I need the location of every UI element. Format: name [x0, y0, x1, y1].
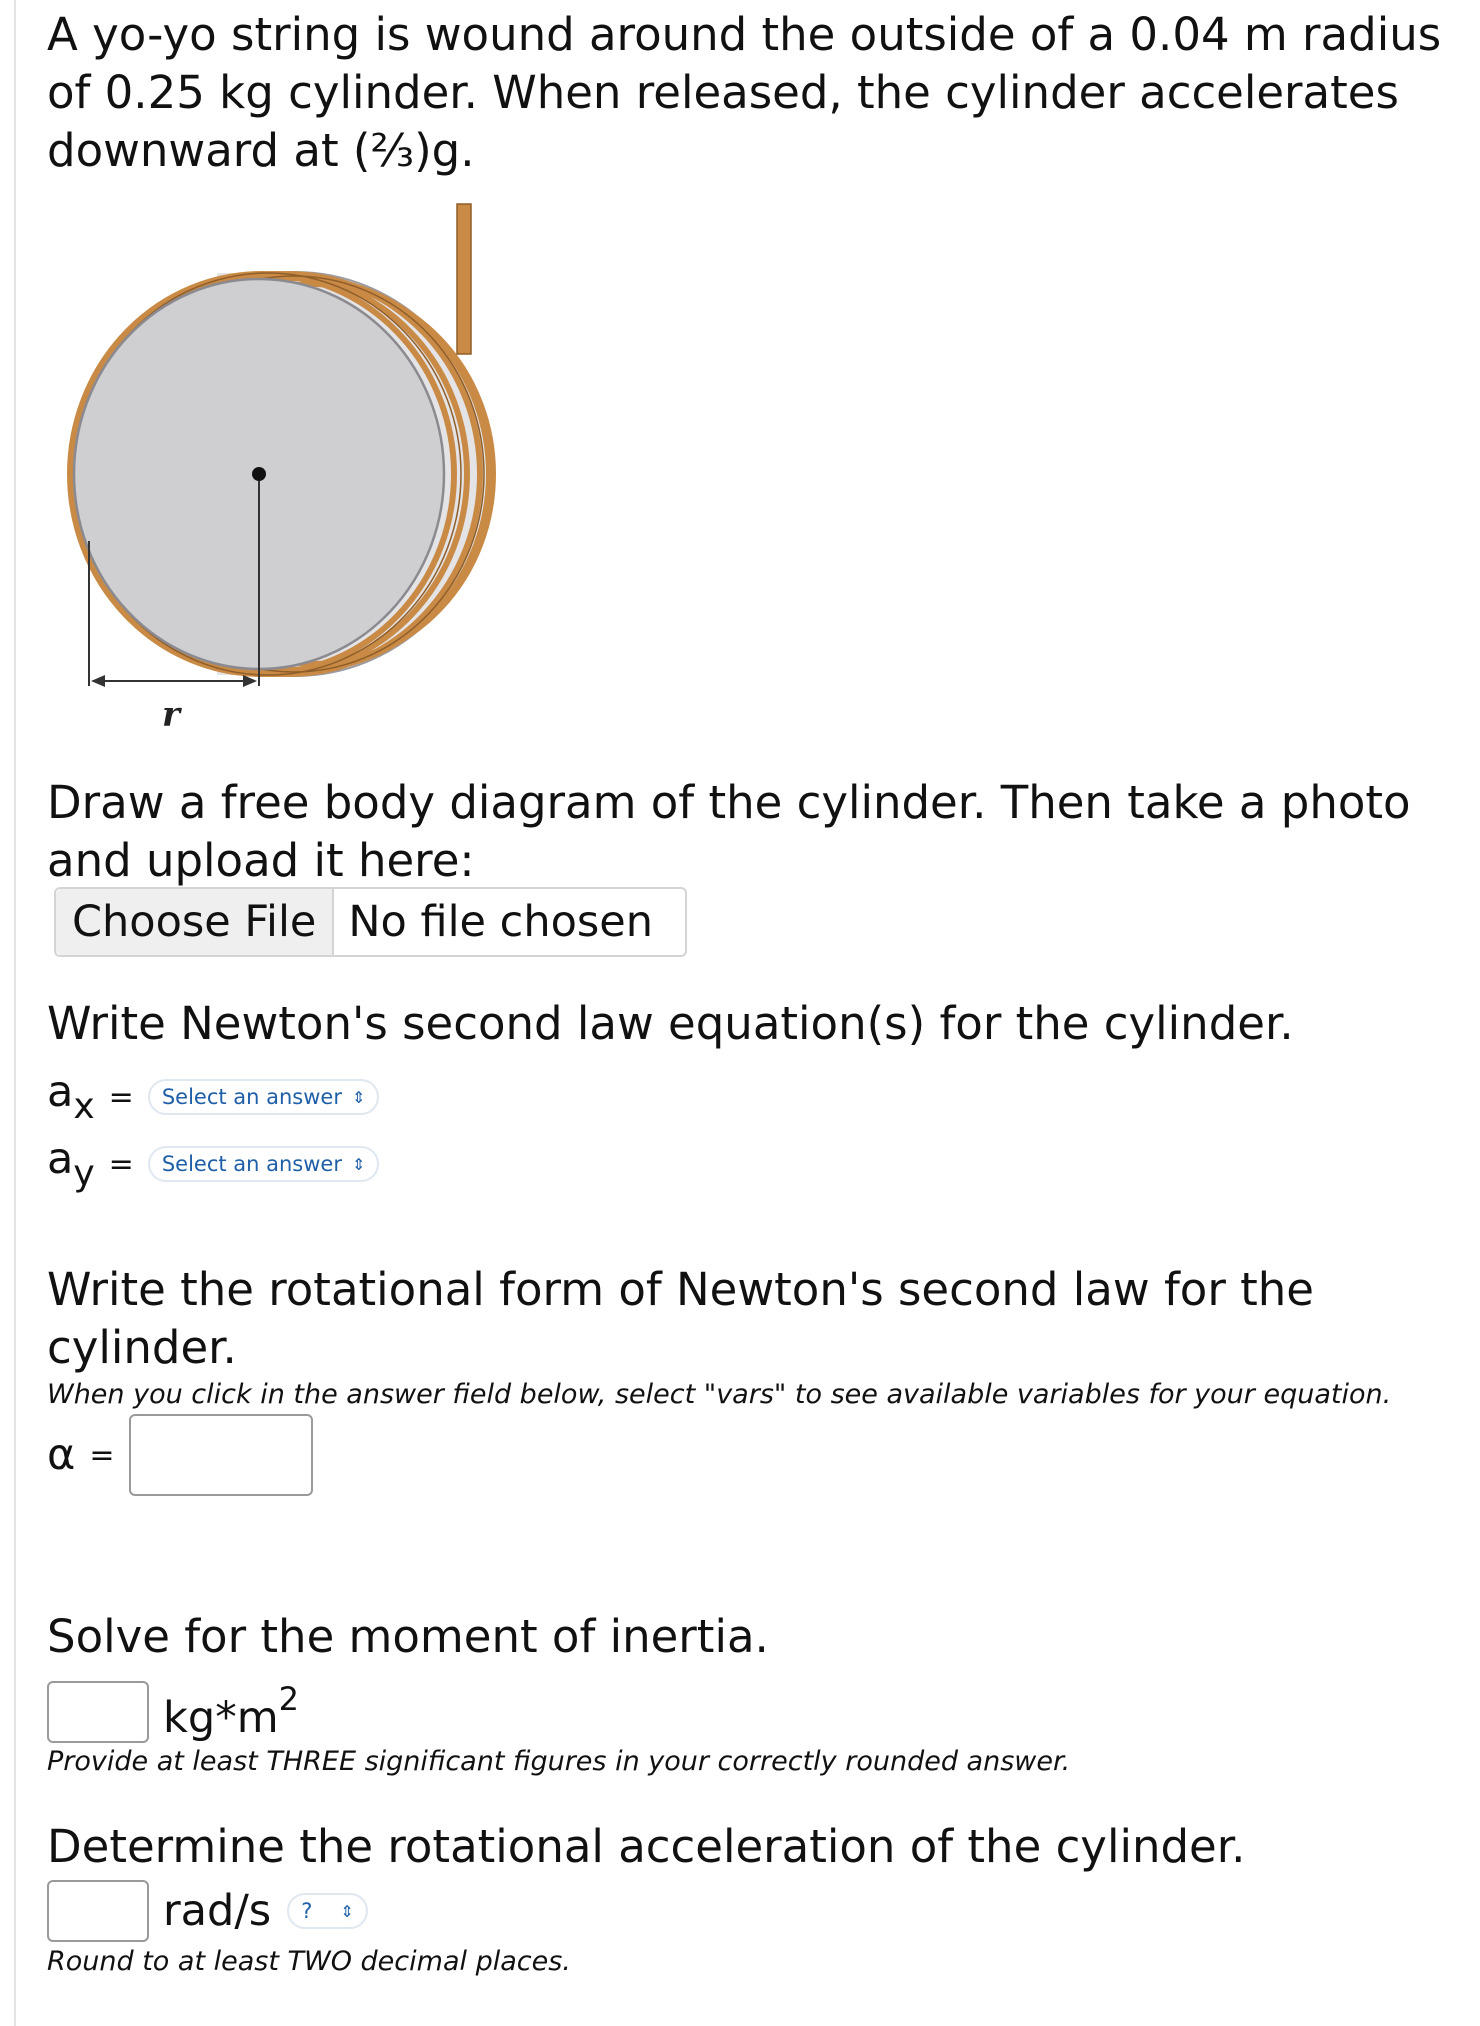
file-status-text: No file chosen	[348, 897, 653, 947]
ax-equals: =	[108, 1079, 134, 1115]
ay-select-label: Select an answer	[161, 1152, 342, 1176]
q5-prompt: Determine the rotational acceleration of the cylinder.	[47, 1820, 1246, 1873]
ay-answer-select[interactable]	[148, 1146, 380, 1182]
alpha-variable: α	[47, 1430, 76, 1480]
ax-select-label: Select an answer	[161, 1085, 342, 1109]
q5-hint: Round to at least TWO decimal places.	[47, 1946, 571, 1977]
ay-equals: =	[108, 1146, 134, 1182]
ay-variable: $a_y$	[47, 1134, 95, 1194]
alpha-equation-row	[47, 1414, 313, 1496]
moment-inertia-answer-row	[47, 1680, 299, 1743]
rotational-accel-input[interactable]	[47, 1880, 149, 1942]
yoyo-cylinder-diagram	[47, 196, 567, 740]
rotational-accel-unit: rad/s	[163, 1886, 272, 1936]
cylinder-illustration	[47, 196, 567, 736]
problem-statement-block	[47, 6, 1457, 180]
unit-exponent-select[interactable]	[287, 1893, 368, 1929]
updown-chevron-icon: ⇕	[351, 1154, 366, 1174]
ax-equation-row	[47, 1067, 379, 1127]
file-upload-control[interactable]	[54, 887, 687, 957]
q1-prompt: Draw a free body diagram of the cylinder. Then take a photo and upload it here:	[47, 776, 1411, 887]
moment-inertia-unit: $kg*m^2$	[163, 1680, 299, 1743]
left-margin-rule	[14, 0, 16, 2026]
alpha-answer-input[interactable]	[129, 1414, 313, 1496]
radius-label: r	[162, 695, 180, 735]
ay-equation-row	[47, 1134, 379, 1194]
choose-file-button[interactable]: Choose File	[56, 889, 334, 955]
hanging-string	[457, 204, 471, 354]
updown-chevron-icon: ⇕	[340, 1901, 354, 1921]
q4-prompt: Solve for the moment of inertia.	[47, 1610, 769, 1663]
center-dot	[252, 467, 266, 481]
unit-select-label: ?	[301, 1899, 313, 1923]
q3-hint: When you click in the answer field below, select "vars" to see available variables for your equation.	[47, 1379, 1392, 1410]
problem-statement: A yo-yo string is wound around the outside of a 0.04 m radius of 0.25 kg cylinder. When released, the cylinder accelerates downward at (⅔)g.	[47, 8, 1442, 177]
updown-chevron-icon: ⇕	[351, 1087, 366, 1107]
moment-inertia-input[interactable]	[47, 1681, 149, 1743]
q4-hint: Provide at least THREE significant figures in your correctly rounded answer.	[47, 1746, 1071, 1777]
radius-arrow-head-left	[91, 675, 105, 687]
alpha-equals: =	[89, 1437, 115, 1473]
ax-variable: $a_x$	[47, 1067, 95, 1127]
ax-answer-select[interactable]	[148, 1079, 380, 1115]
q3-prompt: Write the rotational form of Newton's second law for the cylinder.	[47, 1263, 1314, 1374]
rotational-accel-answer-row	[47, 1880, 368, 1942]
q2-prompt: Write Newton's second law equation(s) for the cylinder.	[47, 997, 1294, 1050]
